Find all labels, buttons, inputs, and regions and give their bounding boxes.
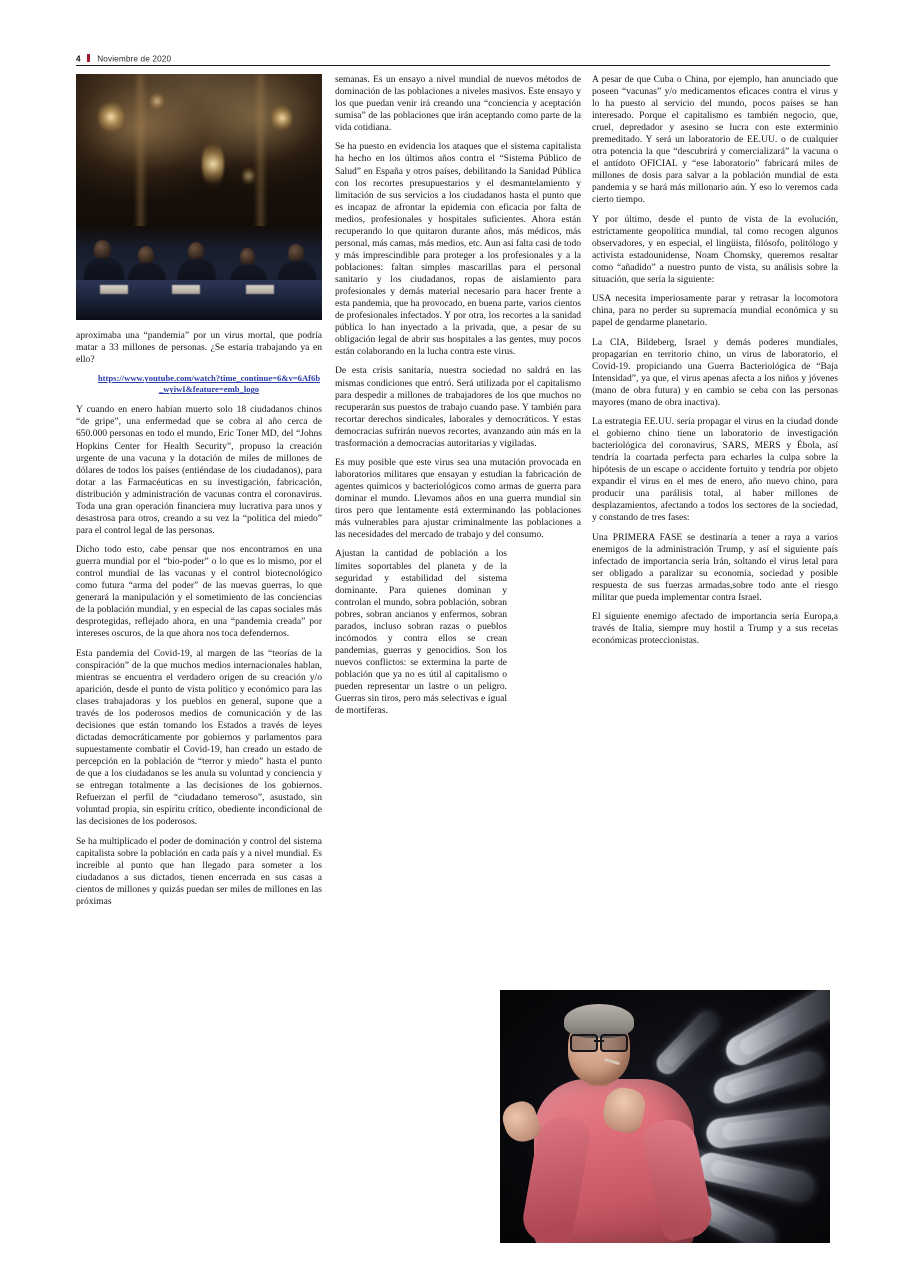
photo-paper xyxy=(172,285,200,294)
paragraph: El siguiente enemigo afectado de importancia sería Europa,a través de Italia, siempre muy hostil a Trump y a sus recetas económicas proteccionistas. xyxy=(592,611,838,647)
photo-paper xyxy=(246,285,274,294)
conference-photo xyxy=(76,74,322,320)
photo-wrap-spacer xyxy=(507,548,581,848)
paragraph: Se ha multiplicado el poder de dominación y control del sistema capitalista sobre la población en cada país y a nivel mundial. Es increíble al punto que han llegado para someter a los ciudadanos a sus dictados, tienen encerrada en sus casas a cientos de millones y quizás puedan ser miles de millones en las próximas xyxy=(76,835,322,907)
paragraph: Se ha puesto en evidencia los ataques que el sistema capitalista ha hecho en los últimos años contra el “Sistema Público de Salud” en España y otros países, debilitando la Sanidad Pública con los recortes presupuestarios y el desmantelamiento y limitación de sus servicios a los ciudadanos hasta el punto que es incapaz de afrontar la epidemia con eficacia por falta de medios, profesionales y hospitales suficientes. Ahora están recuperando lo que quitaron durante años, más médicos, más personal, más camas, más medios, etc. Aun así falta casi de todo y más imprescindible para proteger a los profesionales y a la poblaciones: faltan simples mascarillas para el personal sanitario y los ciudadanos, ropas de aislamiento para profesionales y demás material necesario para hacer frente a esta pandemia, que ha provocado, en buena parte, varios cientos de profesionales infectados. Y por otra, los recortes a la sanidad pública lo han inyectado a la privada, que, a pesar de su obligación legal de abrir sus hospitales a las gentes, muy pocos están colaborando en la lucha contra este virus. xyxy=(335,141,581,358)
folio-page-number: 4 xyxy=(76,54,81,63)
photo-pillar xyxy=(254,74,267,234)
text-column-1 xyxy=(76,330,322,1230)
paragraph: Y cuando en enero habían muerto solo 18 ciudadanos chinos “de gripe”, una enfermedad que se cobra al año cerca de 650.000 personas en todo el mundo, Eric Toner MD, del “Johns Hopkins Center for Health Security”, propuso la creación urgente de una vacuna y la dotación de miles de millones de dólares de todos los países (entiéndase de los ciudadanos), para dotar a las Farmacéuticas en su investigación, fabricación, distribución y administración de vacunas contra el coronavirus. Toda una gran operación financiera muy lucrativa para unos y desastrosa para otros, creando a su vez la “política del miedo” para el control legal de las personas. xyxy=(76,404,322,536)
text-column-2 xyxy=(335,74,581,1234)
photo-pillar xyxy=(134,74,147,234)
paragraph: Ajustan la cantidad de población a los límites soportables del planeta y de la seguridad y estabilidad del sistema dominante. Para quienes dominan y controlan el mundo, sobra población, sobran pobres, sobran ancianos y enfermos, sobran parados, incluso sobran razas o pueblos incómodos y contra ellos se crean pandemias, guerras y genocidios. Son los nuevos conflictos: se extermina la parte de población que ya no es útil al capitalismo o pueden representar un lastre o un peligro. Guerras sin tiros, pero más selectivas e igual de mortíferas. xyxy=(335,548,581,717)
photo-paper xyxy=(100,285,128,294)
paragraph: Esta pandemia del Covid-19, al margen de las “teorías de la conspiración” de la que muchos medios internacionales hablan, mientras se encuentra el verdadero origen de su creación y/o aparición, desde el punto de vista político y económico para las clases trabajadoras y los pueblos en general, supone que a través de los poderosos medios de comunicación y de las decisiones que están tomando los Estados a través de leyes dictadas democráticamente por gobiernos y parlamentos para supuestamente combatir el Covid-19, han creado un estado de percepción en la población de “terror y miedo” hasta el punto de que a los ciudadanos se les anula su voluntad y conciencia y se entregan totalmente a las decisiones de los gobiernos. Refuerzan el perfil de “ciudadano temeroso”, asustado, sin voluntad propia, sin espíritu crítico, obediente incondicional de las decisiones de los poderosos. xyxy=(76,647,322,828)
audience-figure xyxy=(240,248,255,266)
chandelier-light xyxy=(242,166,255,186)
paragraph: La CIA, Bildeberg, Israel y demás poderes mundiales, propagarían en territorio chino, un virus de laboratorio, el Covid-19. propiciando una Guerra Bacteriológica de “Baja Intensidad”, ya que, el virus apenas afecta a los niños y jóvenes (mano de obra futura) y en cambio se ceba con las personas mayores (mano de obra inactiva). xyxy=(592,336,838,408)
folio-issue-date: Noviembre de 2020 xyxy=(97,54,172,63)
chandelier-light xyxy=(98,100,124,134)
page-masthead xyxy=(76,44,830,66)
youtube-source-link[interactable]: https://www.youtube.com/watch?time_continue=6&v=6Af6b_wyiwI&feature=emb_logo xyxy=(97,373,321,395)
paragraph: Una PRIMERA FASE se destinaría a tener a raya a varios enemigos de la administración Trump, y así el siguiente país infectado de importancia sería Irán, soltando el virus letal para ser obligado a paralizar su economía, sociedad y posible respuesta de sus fuerzas armadas,sobre todo ante el riesgo militar que pueda implementar contra Israel. xyxy=(592,531,838,603)
chandelier-light xyxy=(272,104,292,132)
source-link-block xyxy=(76,373,322,396)
paragraph: USA necesita imperiosamente parar y retrasar la locomotora china, para no perder su supremacía mundial económica y su papel de gendarme planetario. xyxy=(592,293,838,329)
paragraph: Es muy posible que este virus sea una mutación provocada en laboratorios militares que ensayan y estudian la fabricación de agentes químicos y bacteriológicos como armas de guerra para dominar el mundo. Llevamos años en una guerra mundial sin tiros pero que lentamente está exterminando las poblaciones más vulnerables para ajustar criminalmente las poblaciones a las necesidades del mercado de trabajo y del consumo. xyxy=(335,456,581,541)
paragraph: De esta crisis sanitaria, nuestra sociedad no saldrá en las mismas condiciones que entró. Será utilizada por el capitalismo para despedir a millones de trabajadores de los que muchos no recuperarán sus puestos de trabajo cuando pase. Y también para recortar derechos sindicales, laborales y democráticos. Y estas democracias sufrirán nuevos recortes, avanzando aún más en la trasformación a democracias autoritarias y vigiladas. xyxy=(335,365,581,449)
chandelier-light xyxy=(202,138,224,190)
paragraph: aproximaba una “pandemia” por un virus mortal, que podría matar a 33 millones de personas. ¿Se estaría trabajando ya en ello? xyxy=(76,330,322,366)
paragraph: La estrategia EE.UU. sería propagar el virus en la ciudad donde el gobierno chino tiene un laboratorio de investigación bacteriológica del coronavirus, SARS, MERS y Ébola, así tendría la coartada perfecta para echarles la culpa sobre la hipótesis de un escape o accidente fortuito y tendría por objeto expandir el virus en el mes de enero, año nuevo chino, para producir una parálisis total, al haber millones de desplazamientos, afectando a todos los sectores de la sociedad, y constando de tres fases: xyxy=(592,415,838,524)
paragraph: semanas. Es un ensayo a nivel mundial de nuevos métodos de dominación de las poblaciones a niveles masivos. Este ensayo y los que puedan venir irá creando una “conciencia y aceptación sumisa” de las poblaciones que irán aceptando como parte de la vida cotidiana. xyxy=(335,74,581,134)
paragraph: Y por último, desde el punto de vista de la evolución, estrictamente geopolítica mundial, tal como recogen algunos observadores, y en especial, el lingüista, filósofo, politólogo y activista estadounidense, Noam Chomsky, queremos resaltar como “añadido” a nuestro punto de vista, su análisis sobre la situación, que sería la siguiente: xyxy=(592,213,838,285)
paragraph: A pesar de que Cuba o China, por ejemplo, han anunciado que poseen “vacunas” y/o medicamentos eficaces contra el virus y lo ha puesto al servicio del mundo, pocos países se han interesado. Porque el capitalismo es también negocio, que, cruel, depredador y asesino se lucra con este exterminio premeditado. Y será un laboratorio de EE.UU. o de cualquier otra potencia la que “descubrirá y comercializará” la vacuna o el antídoto OFICIAL y “ese laboratorio” fabricará miles de millones de dosis para salvar a la población mundial de esta pandemia y se hará más millonario aún. Y eso lo veremos cada cierto tiempo. xyxy=(592,74,838,206)
chandelier-light xyxy=(150,92,164,110)
paragraph: Dicho todo esto, cabe pensar que nos encontramos en una guerra mundial por el “bio-poder” o lo que es lo mismo, por el control mundial de las vacunas y el control biotecnológico como futura “arma del poder” de las nuevas guerras, lo que generará la manipulación y el sometimiento de las conciencias de la población mundial, y en especial de las capas sociales más desprotegidas, reflejado ahora, en una “pandemia creada” por intereses oscuros, de la que ahora nos toca defendernos. xyxy=(76,544,322,640)
text-column-3 xyxy=(592,74,838,974)
masthead-rule xyxy=(76,65,830,66)
audience-figure xyxy=(94,240,111,260)
folio xyxy=(76,54,171,64)
folio-accent-bar xyxy=(87,54,90,62)
